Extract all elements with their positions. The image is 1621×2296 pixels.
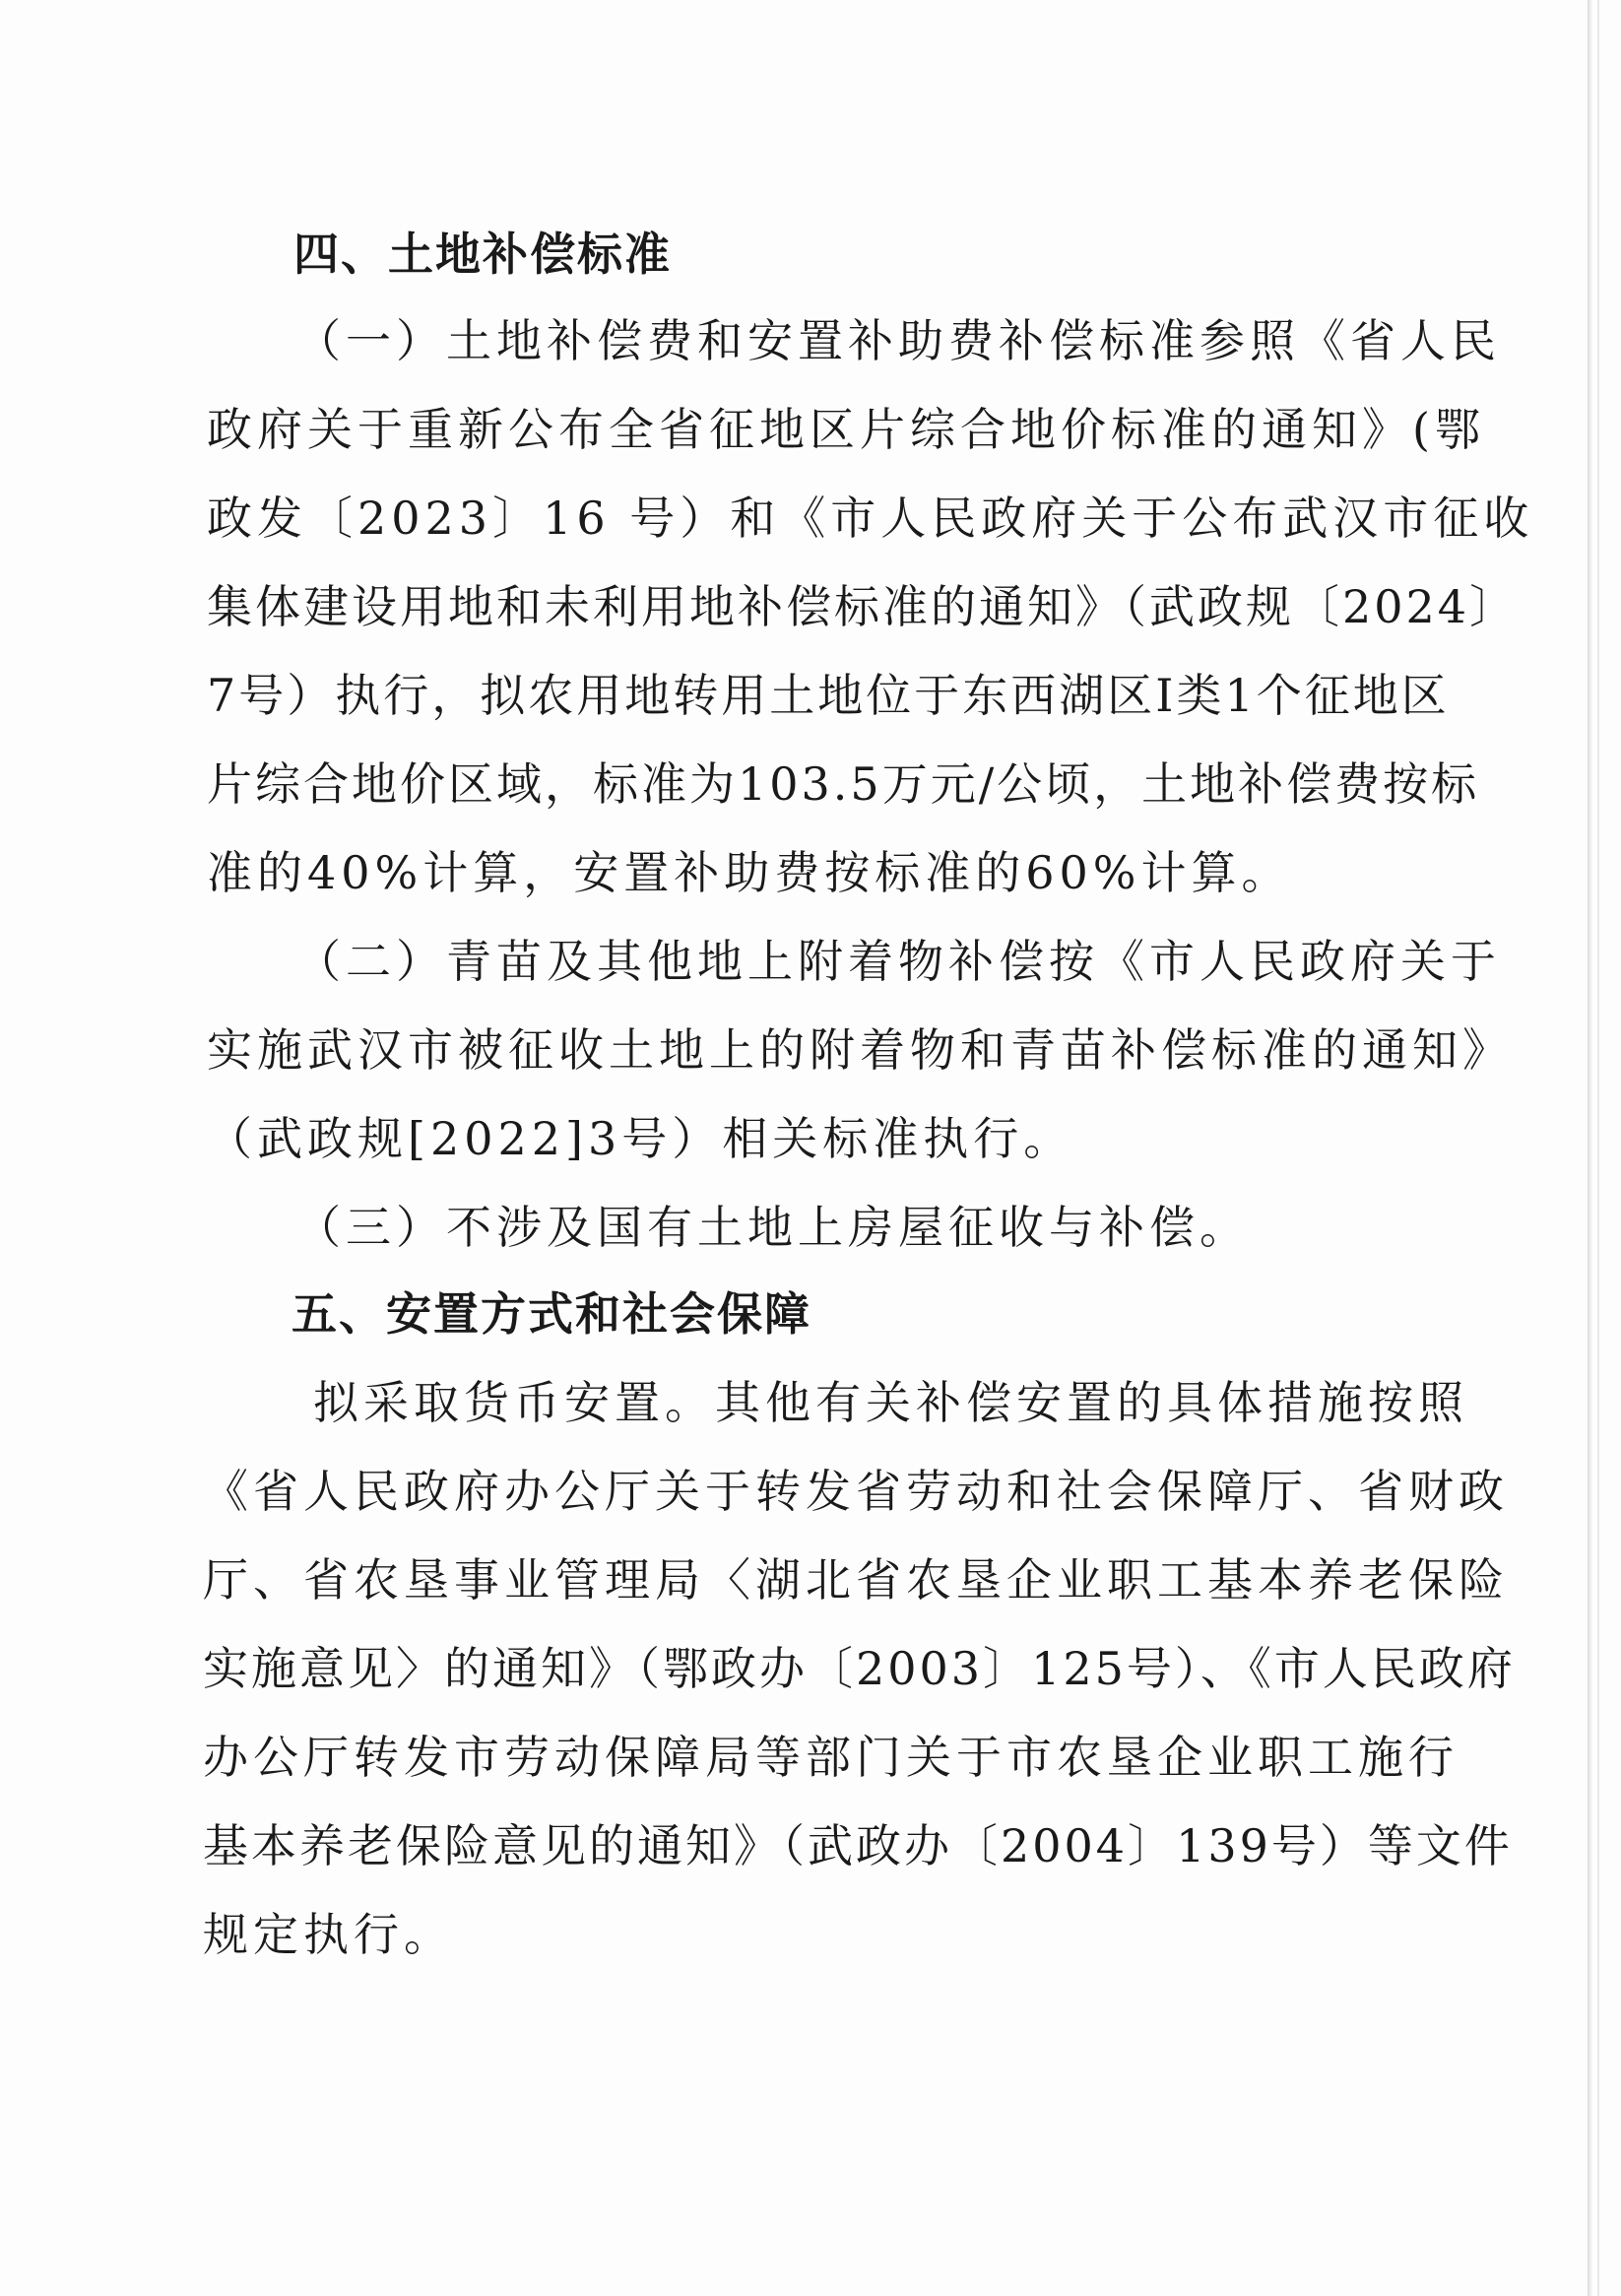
paragraph-line: （武政规[2022]3号）相关标准执行。 (207, 1112, 1074, 1165)
paragraph-line: 实施武汉市被征收土地上的附着物和青苗补偿标准的通知》 (207, 1023, 1513, 1077)
paragraph-line: 规定执行。 (203, 1908, 454, 1961)
paragraph-line: 办公厅转发市劳动保障局等部门关于市农垦企业职工施行 (203, 1731, 1459, 1784)
section-heading-land-compensation: 四、土地补偿标准 (293, 228, 672, 281)
paragraph-line: 厅、省农垦事业管理局〈湖北省农垦企业职工基本养老保险 (203, 1553, 1509, 1607)
paragraph-line: 准的40%计算，安置补助费按标准的60%计算。 (207, 846, 1292, 899)
scan-edge-line (1597, 0, 1599, 2296)
paragraph-line: 政府关于重新公布全省征地区片综合地价标准的通知》(鄂 (207, 403, 1485, 456)
paragraph-line: 集体建设用地和未利用地补偿标准的通知》（武政规〔2024〕 (207, 580, 1519, 633)
paragraph-line: 拟采取货币安置。其他有关补偿安置的具体措施按照 (313, 1376, 1468, 1429)
paragraph-line: 政发〔2023〕16 号）和《市人民政府关于公布武汉市征收 (207, 492, 1534, 545)
paragraph-line: （一）土地补偿费和安置补助费补偿标准参照《省人民 (295, 314, 1501, 367)
paragraph-line: 基本养老保险意见的通知》（武政办〔2004〕139号）等文件 (203, 1819, 1513, 1872)
section-heading-resettlement: 五、安置方式和社会保障 (292, 1287, 811, 1341)
paragraph-line: 实施意见〉的通知》（鄂政办〔2003〕125号）、《市人民政府 (203, 1642, 1516, 1695)
paragraph-line: 片综合地价区域，标准为103.5万元/公顷，土地补偿费按标 (207, 757, 1480, 811)
paragraph-line: （三）不涉及国有土地上房屋征收与补偿。 (295, 1201, 1250, 1254)
paragraph-line: （二）青苗及其他地上附着物补偿按《市人民政府关于 (295, 935, 1501, 988)
scan-edge-shadow (1588, 0, 1593, 2296)
paragraph-line: 《省人民政府办公厅关于转发省劳动和社会保障厅、省财政 (203, 1465, 1509, 1518)
paragraph-line: 7号）执行，拟农用地转用土地位于东西湖区Ⅰ类1个征地区 (207, 669, 1450, 722)
